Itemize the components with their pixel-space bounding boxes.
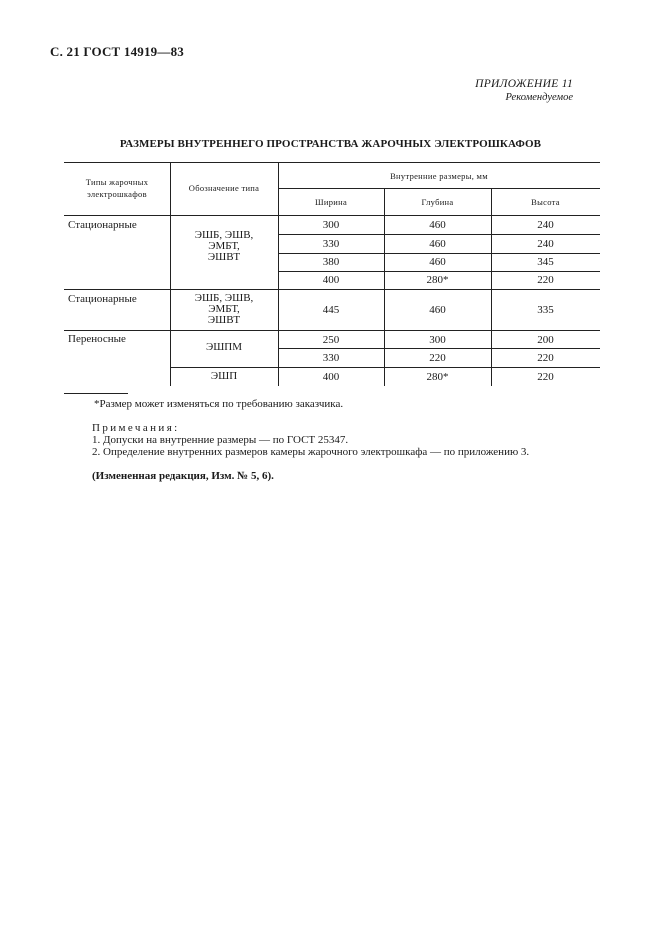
cell-height: 200 <box>537 334 554 346</box>
cell-width: 400 <box>322 371 340 383</box>
header-height: Высота <box>531 197 560 207</box>
header-width: Ширина <box>314 197 348 207</box>
cell-width: 400 <box>322 274 340 286</box>
cell-width: 380 <box>322 256 340 268</box>
appendix-label <box>475 78 573 104</box>
designation-line: ЭШВТ <box>207 251 241 263</box>
footnote: *Размер может изменяться по требованию заказчика. <box>94 398 344 410</box>
designation-line: ЭШВТ <box>207 314 241 326</box>
cell-width: 330 <box>322 352 340 364</box>
cell-height: 345 <box>537 256 554 268</box>
designation-line: ЭМБТ, <box>208 240 240 252</box>
header-types-line: электрошкафов <box>87 189 147 199</box>
row-rule <box>278 234 600 235</box>
cell-height: 220 <box>537 274 554 286</box>
header-designation: Обозначение типа <box>188 183 260 193</box>
cell-depth: 300 <box>429 334 446 346</box>
footnote-rule <box>64 393 128 394</box>
cell-depth: 220 <box>429 352 446 364</box>
designation-line: ЭМБТ, <box>208 303 240 315</box>
header-depth: Глубина <box>421 197 454 207</box>
row-rule <box>278 253 600 254</box>
cell-depth: 460 <box>429 256 446 268</box>
table-top-rule <box>64 162 600 163</box>
cell-depth: 280* <box>426 274 449 286</box>
cell-depth: 460 <box>429 219 446 231</box>
header-internal-dimensions: Внутренние размеры, мм <box>390 171 488 181</box>
cell-width: 300 <box>322 219 340 231</box>
header-types-line: Типы жарочных <box>85 177 149 187</box>
group-type-label: Переносные <box>68 333 126 345</box>
note-item: 1. Допуски на внутренние размеры — по ГОСТ 25347. <box>92 434 349 446</box>
cell-height: 220 <box>537 352 554 364</box>
header-bottom-rule <box>64 215 600 216</box>
group-type-label: Стационарные <box>68 219 137 231</box>
group-rule <box>64 289 600 290</box>
document-title: РАЗМЕРЫ ВНУТРЕННЕГО ПРОСТРАНСТВА ЖАРОЧНЫХ ЭЛЕКТРОШКАФОВ <box>119 138 542 150</box>
cell-width: 445 <box>322 304 340 316</box>
cell-width: 330 <box>322 238 340 250</box>
group-designation <box>170 293 278 326</box>
revision-note: (Измененная редакция, Изм. № 5, 6). <box>92 470 274 482</box>
group-type-label: Стационарные <box>68 293 137 305</box>
header-types <box>64 176 170 200</box>
group-designation: ЭШП <box>210 370 238 382</box>
cell-depth: 460 <box>429 238 446 250</box>
designation-line: ЭШБ, ЭШВ, <box>194 292 254 304</box>
note-item: 2. Определение внутренних размеров камеры жарочного электрошкафа — по приложению 3. <box>92 446 530 458</box>
cell-height: 240 <box>537 238 554 250</box>
cell-height: 335 <box>537 304 554 316</box>
designation-line: ЭШБ, ЭШВ, <box>194 229 254 241</box>
header-sub-rule <box>278 188 600 189</box>
cell-height: 240 <box>537 219 554 231</box>
cell-depth: 280* <box>426 371 449 383</box>
notes-title: Примечания: <box>92 422 180 434</box>
group-rule <box>64 330 600 331</box>
row-rule <box>170 367 600 368</box>
group-designation: ЭШПМ <box>205 341 243 353</box>
appendix-status: Рекомендуемое <box>505 92 573 103</box>
page-header: С. 21 ГОСТ 14919—83 <box>50 44 184 59</box>
cell-height: 220 <box>537 371 554 383</box>
appendix-number: ПРИЛОЖЕНИЕ 11 <box>475 78 573 90</box>
row-rule <box>278 271 600 272</box>
cell-depth: 460 <box>429 304 446 316</box>
cell-width: 250 <box>322 334 340 346</box>
row-rule <box>278 348 600 349</box>
group-designation <box>170 230 278 263</box>
